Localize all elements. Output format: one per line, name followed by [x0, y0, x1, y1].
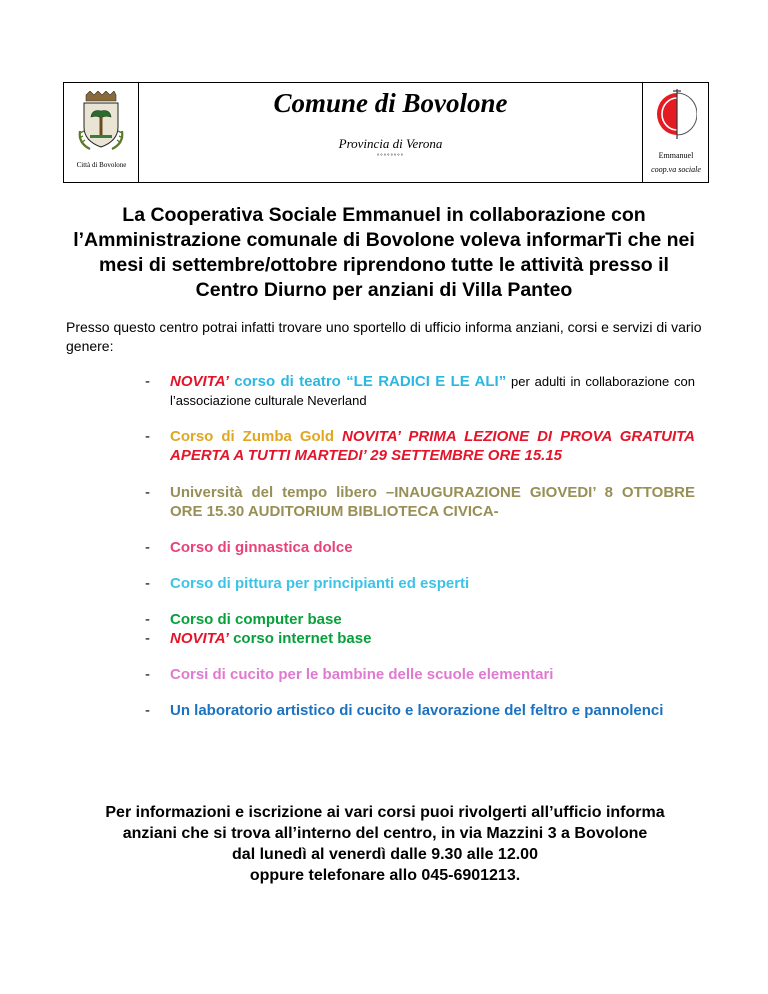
list-item-universita — [145, 483, 695, 521]
list-dash: - — [145, 611, 150, 628]
teatro-course-details: per adulti in collaborazione con l’associazione culturale Neverland — [170, 374, 695, 408]
page-title: Comune di Bovolone — [273, 88, 508, 118]
pittura-text: Corso di pittura per principianti ed esperti — [170, 575, 470, 592]
heading-line2: l’Amministrazione comunale di Bovolone voleva informarTi che nei — [73, 229, 695, 251]
internet-text: corso internet base — [228, 630, 372, 647]
list-item-laboratorio — [145, 701, 695, 720]
teatro-course-title: corso di teatro “LE RADICI E LE ALI” — [228, 373, 507, 390]
coop-name-line1: Emmanuel — [658, 151, 694, 160]
list-item-internet — [145, 629, 695, 648]
bovolone-crest-icon — [76, 91, 126, 153]
list-item-cucito — [145, 665, 695, 684]
crest-caption: Città di Bovolone — [76, 161, 127, 169]
contact-line4: oppure telefonare allo 045-6901213. — [249, 867, 521, 884]
laboratorio-text: Un laboratorio artistico di cucito e lavorazione del feltro e pannolenci — [170, 702, 664, 719]
ginnastica-text: Corso di ginnastica dolce — [170, 539, 353, 556]
list-dash: - — [145, 539, 150, 556]
coop-name — [643, 149, 709, 177]
list-dash: - — [145, 630, 150, 647]
activity-list — [145, 372, 695, 720]
coop-name-line2: coop.va sociale — [651, 165, 701, 174]
computer-text: Corso di computer base — [170, 611, 342, 628]
letterhead — [63, 82, 709, 183]
heading-line1: La Cooperativa Sociale Emmanuel in collaborazione con — [122, 204, 646, 226]
heading-line3: mesi di settembre/ottobre riprendono tutte le attività presso il — [99, 254, 669, 276]
list-dash: - — [145, 666, 150, 683]
list-item-ginnastica — [145, 538, 695, 557]
intro-paragraph: Presso questo centro potrai infatti trovare uno sportello di ufficio informa anziani, corsi e servizi di vario genere: — [66, 319, 702, 354]
list-item-computer — [145, 610, 695, 629]
contact-line3: dal lunedì al venerdì dalle 9.30 alle 12.00 — [232, 846, 538, 863]
contact-line2: anziani che si trova all’interno del centro, in via Mazzini 3 a Bovolone — [122, 825, 648, 842]
letterhead-left-cell — [64, 83, 139, 182]
universita-text: Università del tempo libero –INAUGURAZIONE GIOVEDI’ 8 OTTOBRE ORE 15.30 AUDITORIUM BIBLIOTECA CIVICA- — [170, 484, 695, 520]
internet-novita-label: NOVITA’ — [170, 630, 229, 647]
list-dash: - — [145, 373, 150, 390]
decorative-dots: °°°°°°°° — [376, 154, 405, 160]
province-subtitle: Provincia di Verona — [338, 136, 443, 151]
list-dash: - — [145, 575, 150, 592]
cucito-text: Corsi di cucito per le bambine delle scuole elementari — [170, 666, 554, 683]
list-item-pittura — [145, 574, 695, 593]
letterhead-right-cell — [642, 83, 708, 182]
heading-line4: Centro Diurno per anziani di Villa Panteo — [195, 279, 573, 301]
list-dash: - — [145, 428, 150, 445]
zumba-course-title: Corso di Zumba Gold — [170, 428, 342, 445]
emmanuel-coop-logo — [653, 89, 697, 139]
contact-info — [60, 802, 710, 886]
list-dash: - — [145, 702, 150, 719]
list-item-zumba — [145, 427, 695, 465]
list-item-teatro — [145, 372, 695, 410]
list-dash: - — [145, 484, 150, 501]
contact-line1: Per informazioni e iscrizione ai vari corsi puoi rivolgerti all’ufficio informa — [105, 804, 665, 821]
novita-label: NOVITA’ — [170, 373, 229, 390]
main-heading — [40, 203, 728, 303]
zumba-novita-text: NOVITA’ PRIMA LEZIONE DI PROVA GRATUITA APERTA A TUTTI MARTEDI’ 29 SETTEMBRE ORE 15.15 — [170, 428, 696, 464]
